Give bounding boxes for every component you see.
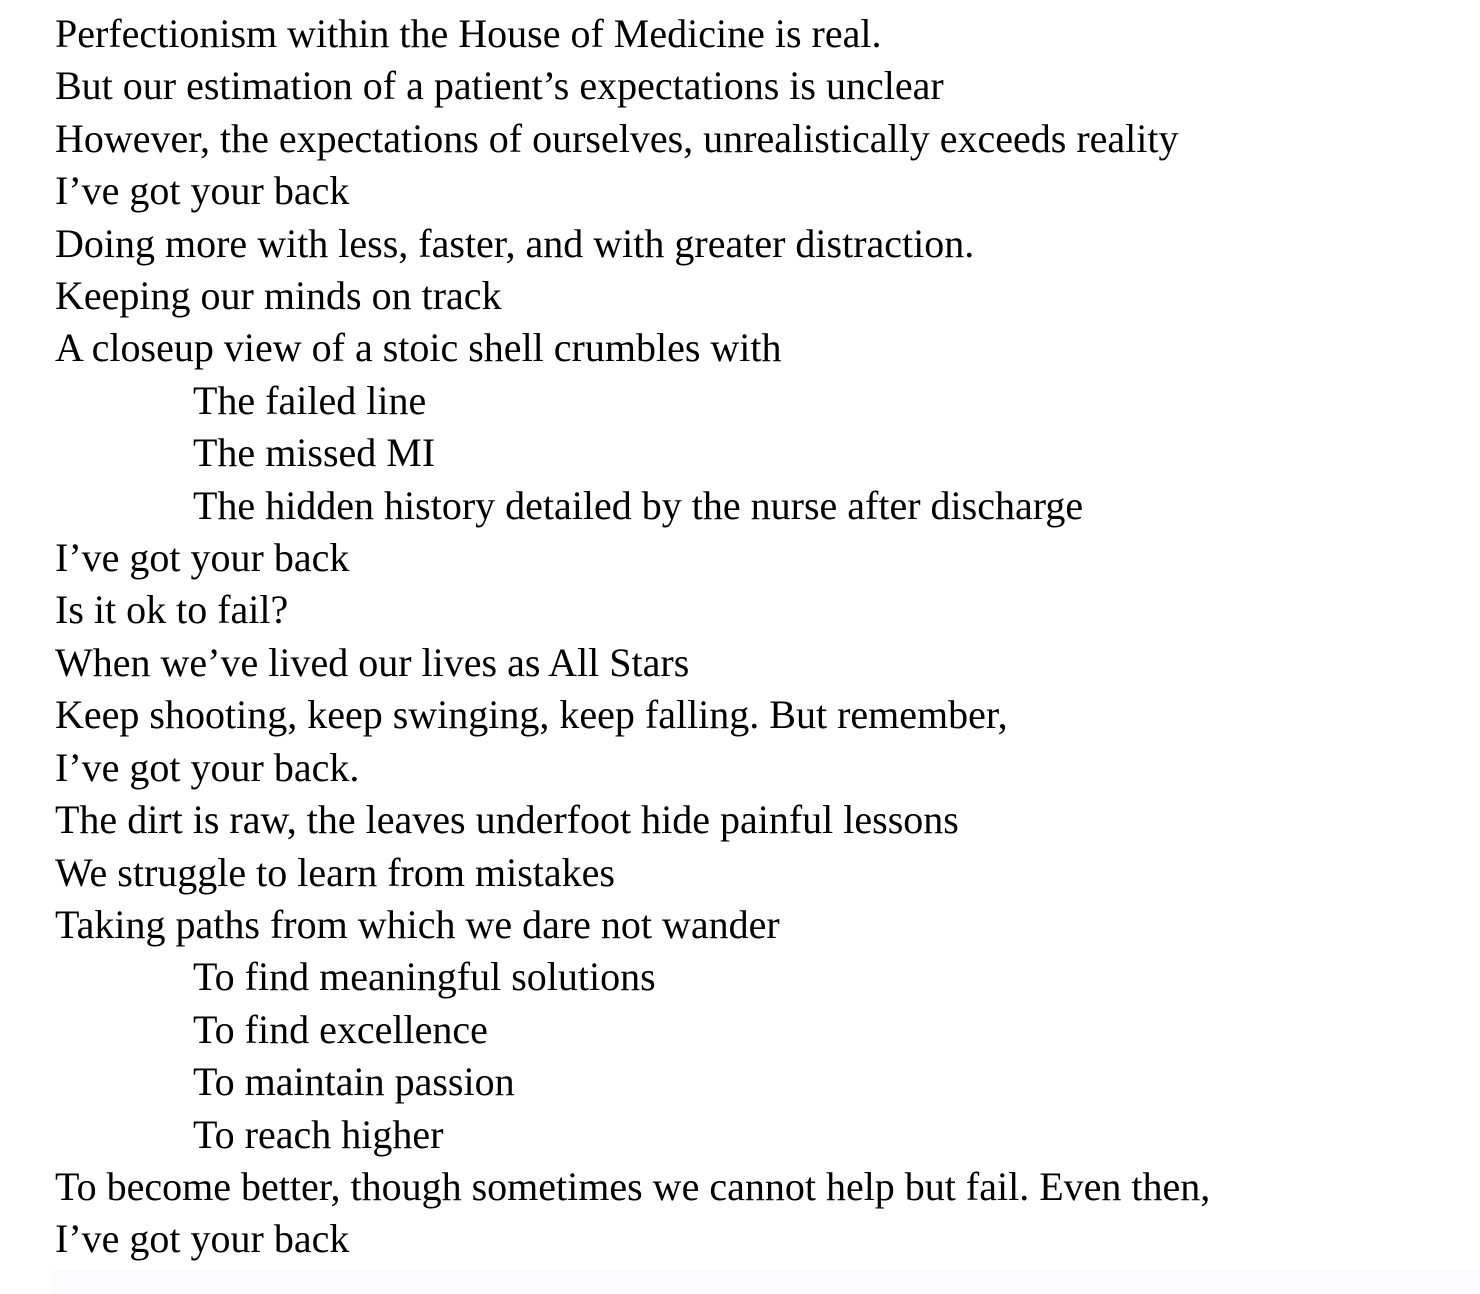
poem-line: A closeup view of a stoic shell crumbles with xyxy=(55,325,782,371)
poem-line: To become better, though sometimes we cannot help but fail. Even then, xyxy=(55,1163,1211,1209)
poem-line-indented: To find excellence xyxy=(193,1006,488,1052)
poem-line: Taking paths from which we dare not wander xyxy=(55,901,780,947)
poem-body xyxy=(55,8,1210,1266)
poem-line: We struggle to learn from mistakes xyxy=(55,849,615,895)
poem-line-indented: The missed MI xyxy=(193,430,436,476)
poem-line: Is it ok to fail? xyxy=(55,587,289,633)
poem-line: Doing more with less, faster, and with greater distraction. xyxy=(55,220,975,266)
poem-line-refrain: I’ve got your back xyxy=(55,168,350,214)
poem-line-indented: To maintain passion xyxy=(193,1059,515,1105)
poem-line-refrain: I’ve got your back. xyxy=(55,744,360,790)
poem-line: When we’ve lived our lives as All Stars xyxy=(55,639,690,685)
poem-line-indented: The hidden history detailed by the nurse after discharge xyxy=(193,482,1084,528)
poem-line-indented: To reach higher xyxy=(193,1111,444,1157)
poem-line-indented: To find meaningful solutions xyxy=(193,954,656,1000)
poem-line-refrain: I’ve got your back xyxy=(55,535,350,581)
poem-line: However, the expectations of ourselves, unrealistically exceeds reality xyxy=(55,115,1179,161)
page-bottom-edge xyxy=(50,1270,1480,1294)
poem-line: Perfectionism within the House of Medicine is real. xyxy=(55,11,882,56)
poem-line: The dirt is raw, the leaves underfoot hide painful lessons xyxy=(55,797,959,843)
poem-line: Keep shooting, keep swinging, keep falling. But remember, xyxy=(55,692,1008,738)
poem-line-indented: The failed line xyxy=(193,377,427,423)
poem-line-refrain: I’ve got your back xyxy=(55,1216,350,1262)
poem-line: But our estimation of a patient’s expectations is unclear xyxy=(55,63,944,109)
poem-line: Keeping our minds on track xyxy=(55,273,502,319)
